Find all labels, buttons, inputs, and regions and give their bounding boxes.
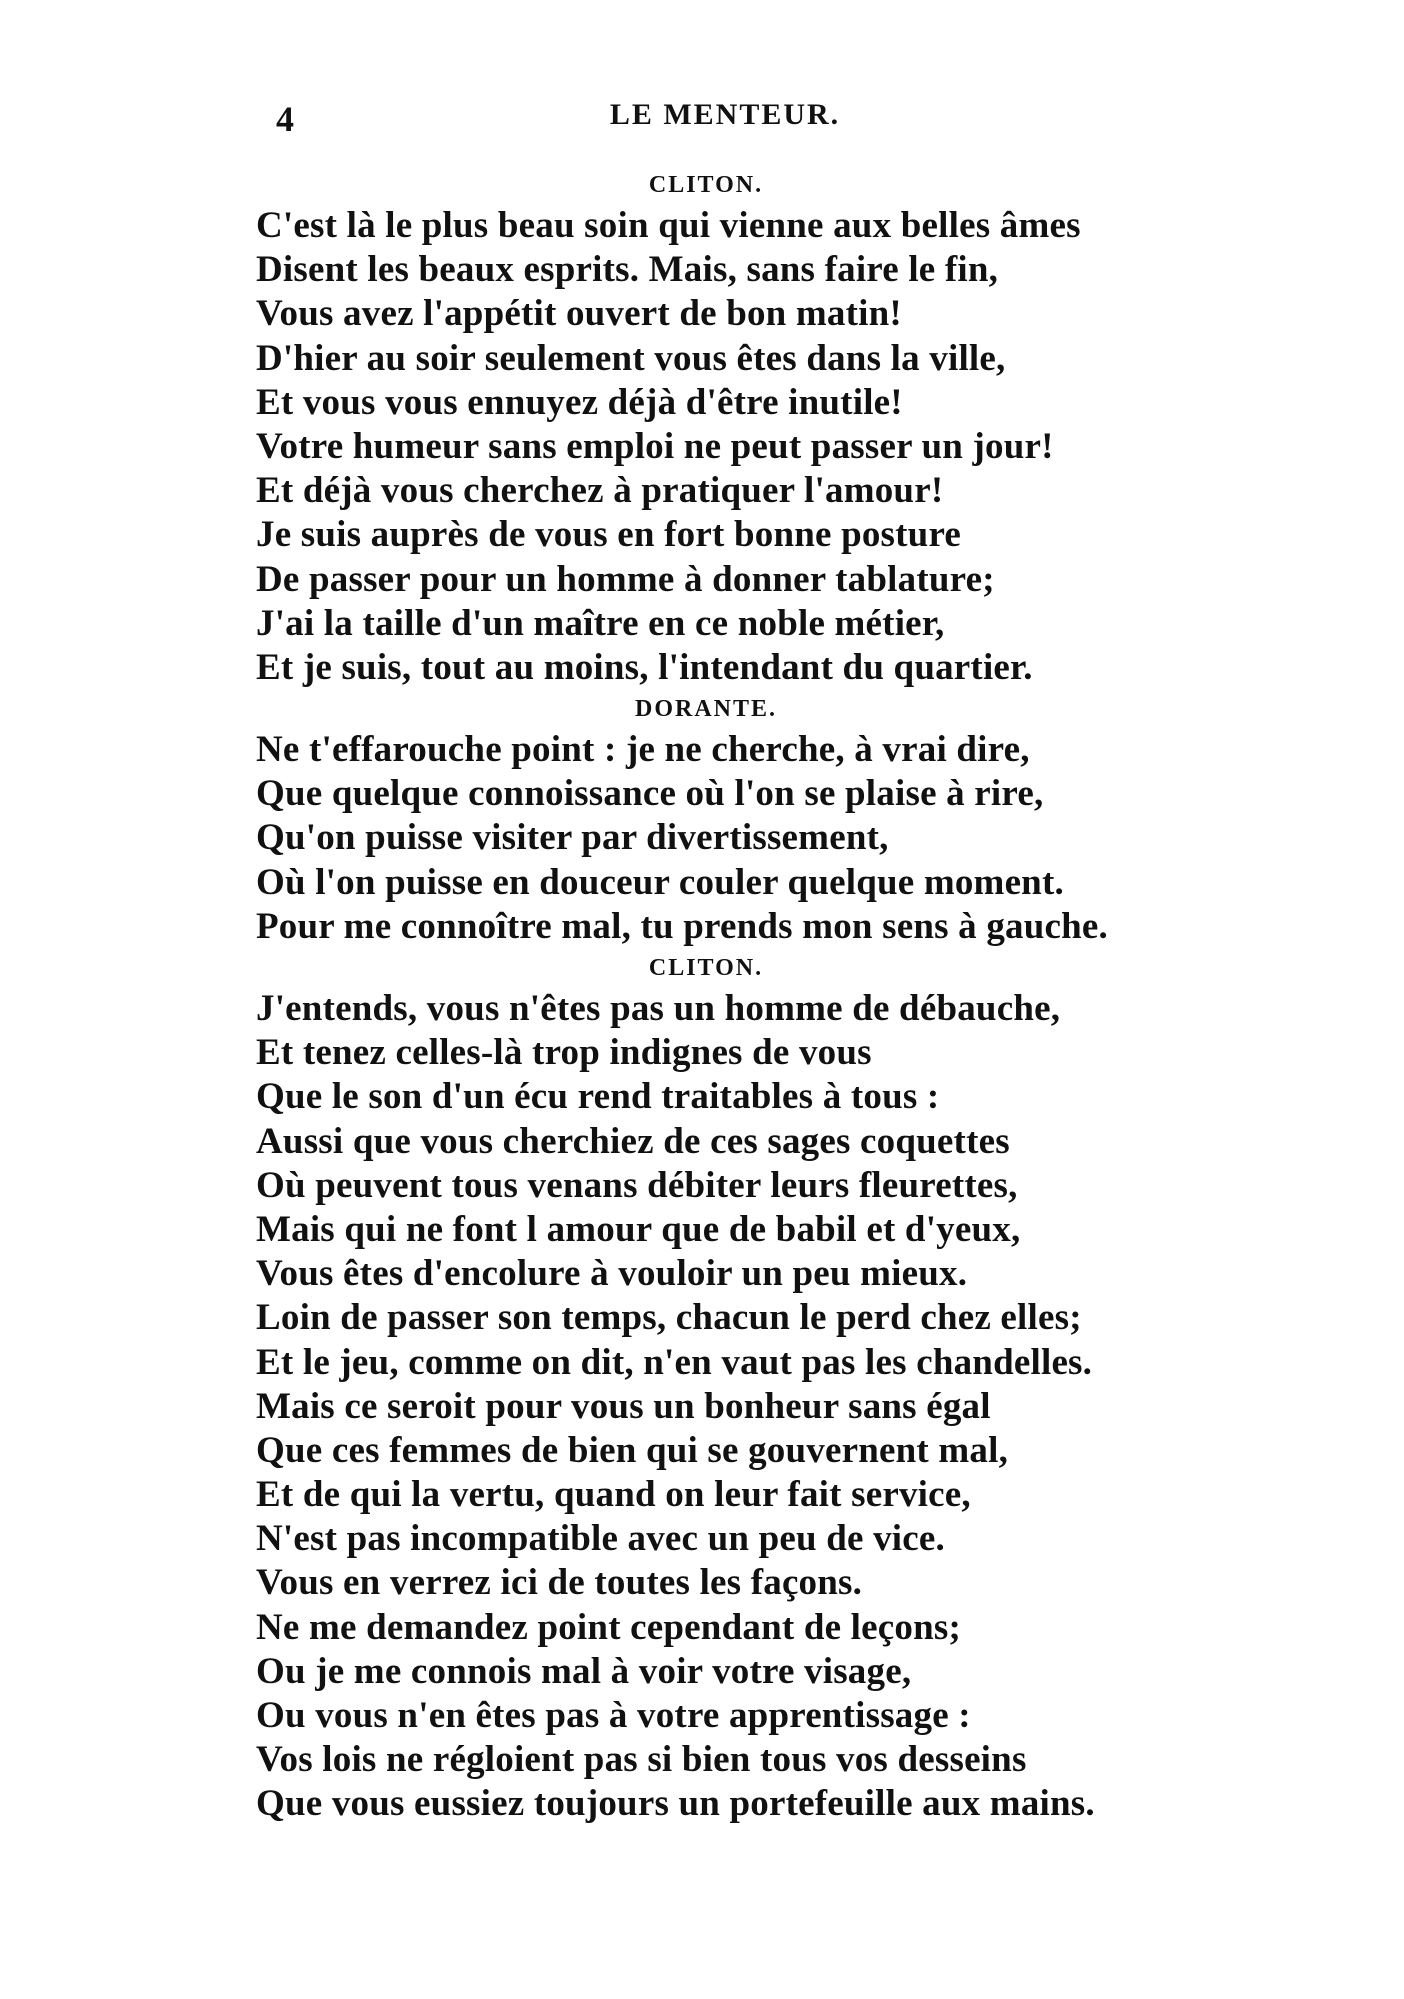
verse-line: Et de qui la vertu, quand on leur fait service, [256,1474,971,1516]
verse-line: Vos lois ne régloient pas si bien tous vos desseins [256,1739,1027,1781]
running-title: LE MENTEUR. [609,98,841,131]
verse-line: J'ai la taille d'un maître en ce noble métier, [256,602,945,644]
play-text [256,166,1256,1827]
verse-line: Et vous vous ennuyez déjà d'être inutile! [256,381,903,423]
verse-line: Où peuvent tous venans débiter leurs fleurettes, [256,1164,1018,1206]
verse-line: Votre humeur sans emploi ne peut passer un jour! [256,425,1054,467]
speech-dorante [256,690,1256,949]
verse-line: Vous êtes d'encolure à vouloir un peu mieux. [256,1253,968,1295]
speaker-name: CLITON. [648,955,764,981]
verse-line: Et je suis, tout au moins, l'intendant du quartier. [256,646,1033,688]
verse-line: Que vous eussiez toujours un portefeuille aux mains. [256,1783,1095,1825]
verse-line: Que le son d'un écu rend traitables à tous : [256,1076,940,1118]
verse-line: Vous en verrez ici de toutes les façons. [256,1562,863,1604]
verse-line: Aussi que vous cherchiez de ces sages coquettes [256,1120,1010,1162]
verse-line: N'est pas incompatible avec un peu de vice. [256,1518,945,1560]
verse-line: Ou vous n'en êtes pas à votre apprentissage : [256,1695,971,1736]
verse-line: Disent les beaux esprits. Mais, sans faire le fin, [256,249,999,291]
verse-line: Que quelque connoissance où l'on se plaise à rire, [256,773,1044,815]
speaker-name: DORANTE. [634,696,777,723]
verse-line: Ne me demandez point cependant de leçons; [256,1606,961,1648]
verse-line: Que ces femmes de bien qui se gouvernent mal, [256,1429,1009,1471]
verse-line: J'entends, vous n'êtes pas un homme de débauche, [256,988,1061,1029]
verse-line: C'est là le plus beau soin qui vienne aux belles âmes [256,205,1081,246]
speech-cliton-2 [256,949,1256,1827]
verse-line: Pour me connoître mal, tu prends mon sens à gauche. [256,905,1108,947]
verse-line: Où l'on puisse en douceur couler quelque moment. [256,861,1064,903]
verse-line: Mais qui ne font l amour que de babil et d'yeux, [256,1208,1021,1250]
verse-line: Qu'on puisse visiter par divertissement, [256,817,889,859]
verse-line: Et tenez celles-là trop indignes de vous [256,1032,872,1074]
verse-line: Loin de passer son temps, chacun le perd chez elles; [256,1297,1082,1339]
verse-line: Je suis auprès de vous en fort bonne posture [256,514,962,556]
verse-line: Et déjà vous cherchez à pratiquer l'amour! [256,470,944,512]
verse-line: D'hier au soir seulement vous êtes dans la ville, [256,337,1006,379]
speaker-name: CLITON. [648,172,764,198]
verse-line: Mais ce seroit pour vous un bonheur sans égal [256,1385,991,1427]
verse-line: Vous avez l'appétit ouvert de bon matin! [256,293,902,335]
verse-line: De passer pour un homme à donner tablature; [256,558,995,600]
page-header [270,98,1180,146]
verse-line: Et le jeu, comme on dit, n'en vaut pas les chandelles. [256,1341,1093,1383]
verse-line: Ou je me connois mal à voir votre visage, [256,1650,912,1692]
speech-cliton-1 [256,166,1256,690]
page-number: 4 [276,99,294,139]
verse-line: Ne t'effarouche point : je ne cherche, à vrai dire, [256,729,1030,771]
